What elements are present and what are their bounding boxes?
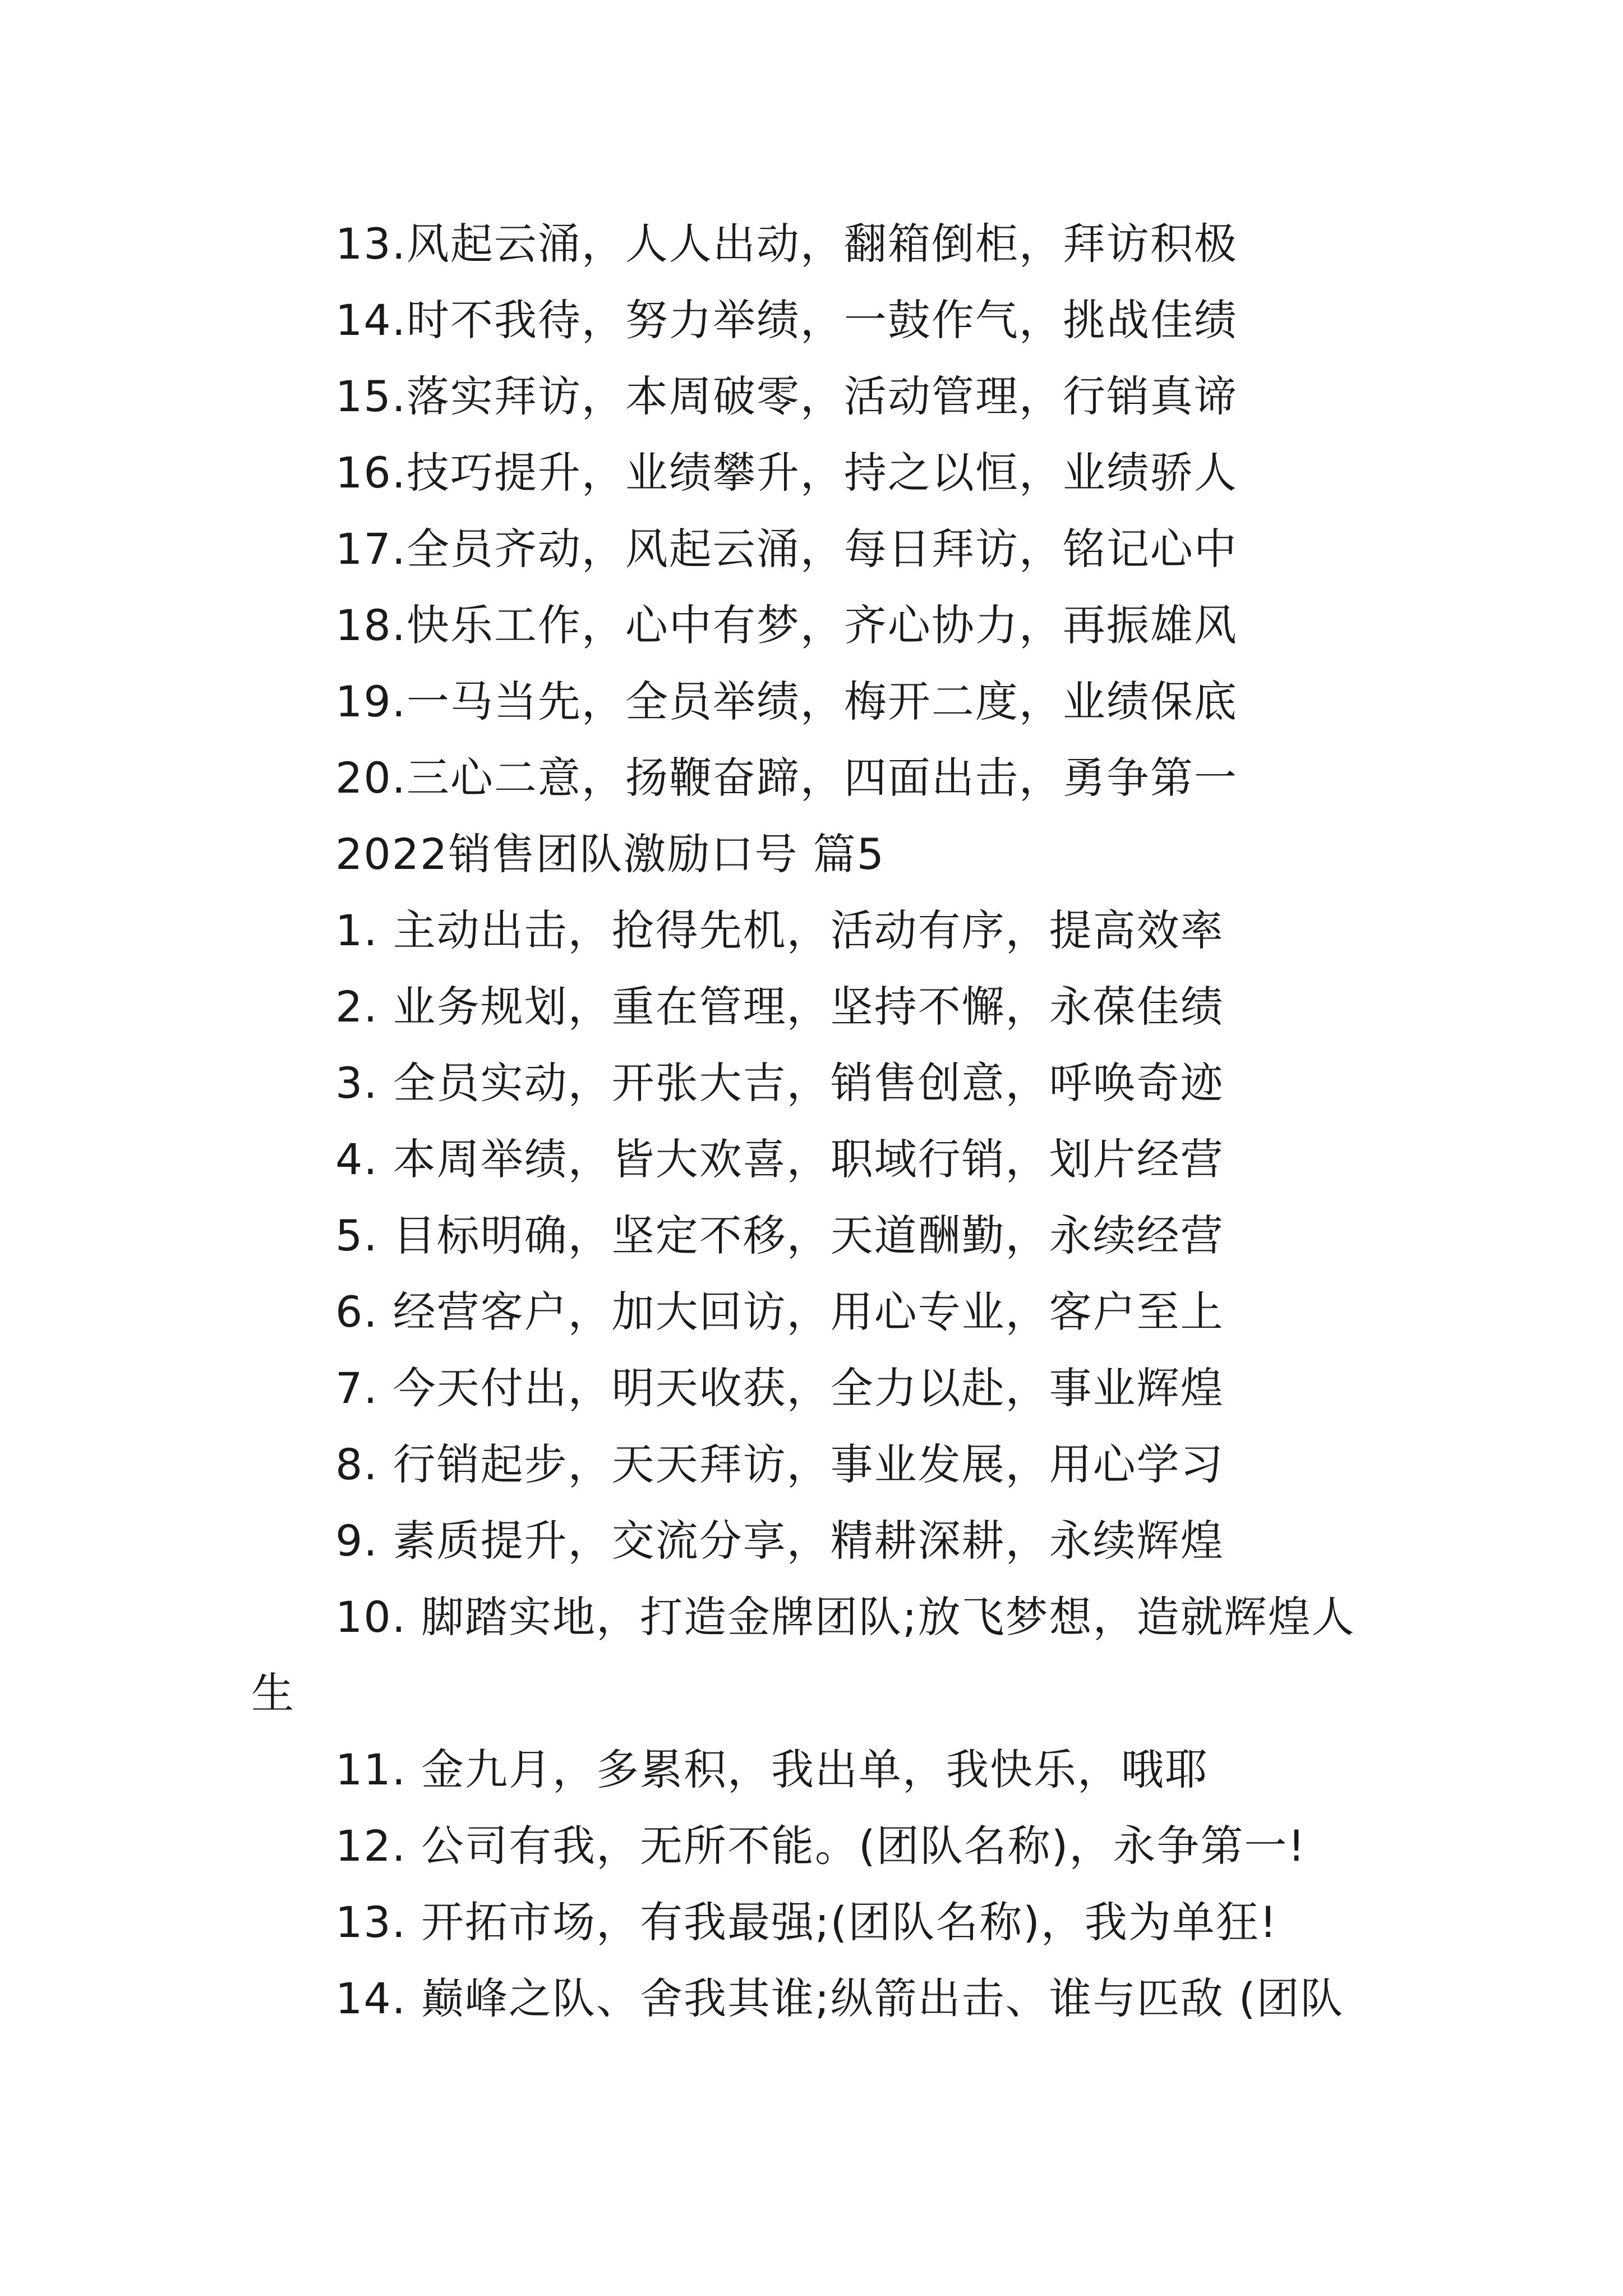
section-heading: 2022销售团队激励口号 篇5	[335, 829, 885, 879]
text-line: 3. 全员实动，开张大吉，销售创意，呼唤奇迹	[335, 1058, 1224, 1108]
text-line-continuation: 生	[251, 1668, 295, 1718]
text-line: 13. 开拓市场，有我最强;(团队名称)，我为单狂!	[335, 1897, 1278, 1947]
text-line: 15.落实拜访，本周破零，活动管理，行销真谛	[335, 371, 1238, 421]
text-line: 14.时不我待，努力举绩，一鼓作气，挑战佳绩	[335, 295, 1238, 345]
text-line: 18.快乐工作，心中有梦，齐心协力，再振雄风	[335, 600, 1238, 650]
text-line: 6. 经营客户，加大回访，用心专业，客户至上	[335, 1287, 1224, 1337]
text-line: 20.三心二意，扬鞭奋蹄，四面出击，勇争第一	[335, 753, 1238, 803]
text-line: 16.技巧提升，业绩攀升，持之以恒，业绩骄人	[335, 448, 1238, 498]
text-line: 11. 金九月，多累积，我出单，我快乐，哦耶	[335, 1745, 1209, 1795]
text-line: 12. 公司有我，无所不能。(团队名称)，永争第一!	[335, 1821, 1306, 1871]
text-line: 19.一马当先，全员举绩，梅开二度，业绩保底	[335, 677, 1238, 726]
text-line: 1. 主动出击，抢得先机，活动有序，提高效率	[335, 905, 1224, 955]
text-line: 13.风起云涌，人人出动，翻箱倒柜，拜访积极	[335, 219, 1238, 269]
text-line: 4. 本周举绩，皆大欢喜，职域行销，划片经营	[335, 1134, 1224, 1184]
text-line: 10. 脚踏实地，打造金牌团队;放飞梦想，造就辉煌人	[335, 1592, 1355, 1642]
text-line: 2. 业务规划，重在管理，坚持不懈，永葆佳绩	[335, 982, 1224, 1032]
text-line: 5. 目标明确，坚定不移，天道酬勤，永续经营	[335, 1211, 1224, 1260]
text-line: 7. 今天付出，明天收获，全力以赴，事业辉煌	[335, 1363, 1224, 1413]
text-line: 14. 巅峰之队、舍我其谁;纵箭出击、谁与匹敌 (团队	[335, 1973, 1344, 2023]
text-line: 17.全员齐动，风起云涌，每日拜访，铭记心中	[335, 524, 1238, 574]
text-line: 8. 行销起步，天天拜访，事业发展，用心学习	[335, 1439, 1224, 1489]
text-line: 9. 素质提升，交流分享，精耕深耕，永续辉煌	[335, 1516, 1224, 1566]
